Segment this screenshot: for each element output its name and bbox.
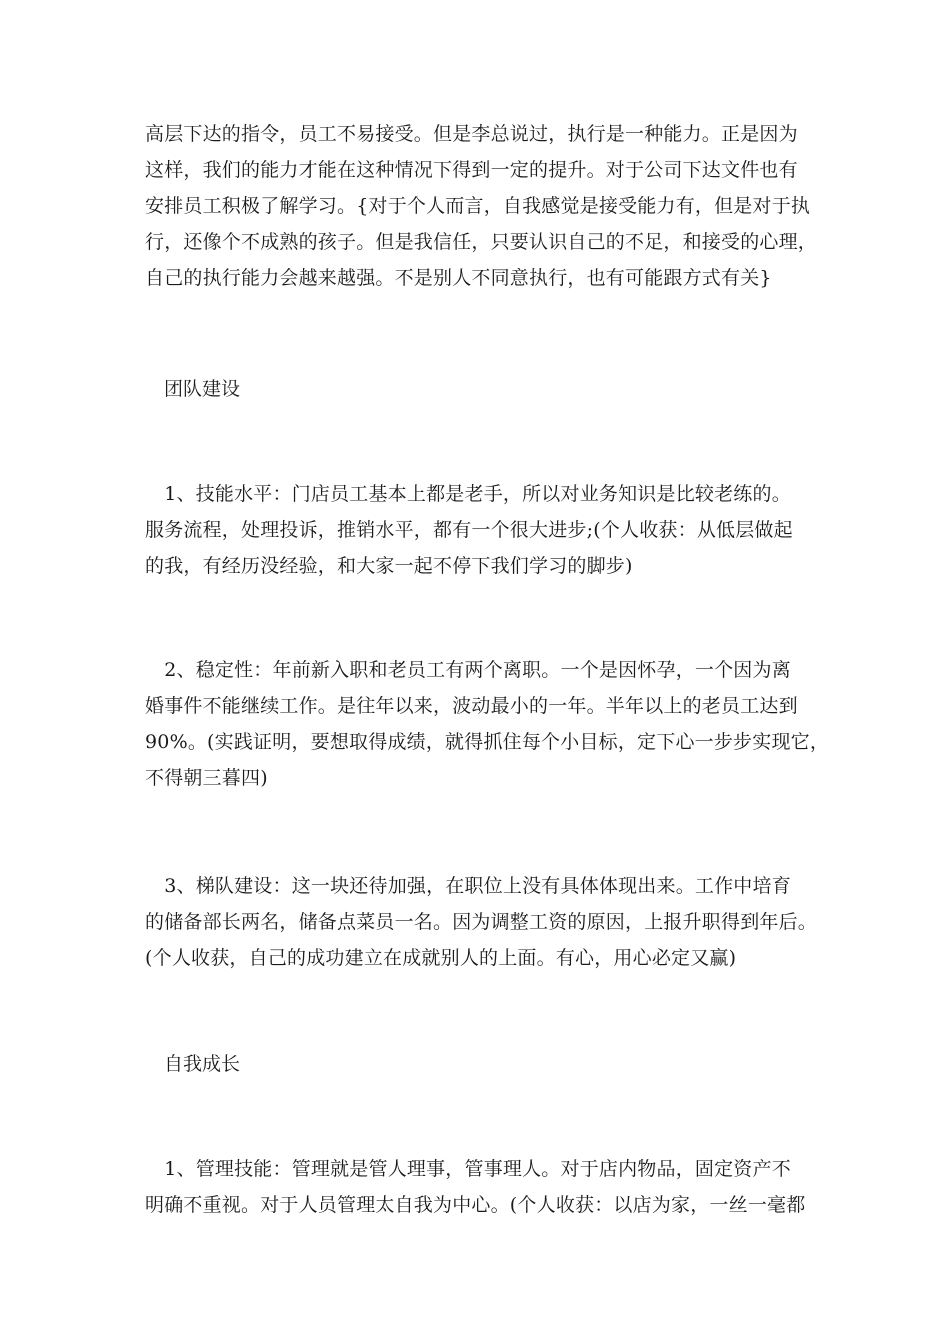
paragraph-line: (个人收获，自己的成功建立在成就别人的上面。有心，用心必定又赢) (145, 947, 737, 969)
paragraph-line: 不得朝三暮四) (145, 767, 268, 789)
paragraph-line: 这样，我们的能力才能在这种情况下得到一定的提升。对于公司下达文件也有 (145, 159, 798, 181)
paragraph-line: 婚事件不能继续工作。是往年以来，波动最小的一年。半年以上的老员工达到 (145, 695, 798, 717)
paragraph-line: 90%。(实践证明，要想取得成绩，就得抓住每个小目标，定下心一步步实现它， (145, 731, 830, 753)
paragraph-line: 明确不重视。对于人员管理太自我为中心。(个人收获：以店为家，一丝一毫都 (145, 1194, 806, 1216)
paragraph-intro (145, 116, 818, 296)
paragraph-line: 3、梯队建设：这一块还待加强，在职位上没有具体体现出来。工作中培育 (145, 875, 791, 897)
paragraph-line: 的储备部长两名，储备点菜员一名。因为调整工资的原因，上报升职得到年后。 (145, 911, 818, 933)
section-heading-growth: 自我成长 (145, 1053, 241, 1075)
team-item-skills (145, 476, 815, 584)
paragraph-line: 高层下达的指令，员工不易接受。但是李总说过，执行是一种能力。正是因为 (145, 123, 798, 145)
paragraph-line: 1、管理技能：管理就是管人理事，管事理人。对于店内物品，固定资产不 (145, 1158, 791, 1180)
growth-item-management (145, 1151, 815, 1223)
paragraph-line: 的我，有经历没经验，和大家一起不停下我们学习的脚步) (145, 555, 633, 577)
paragraph-line: 服务流程，处理投诉，推销水平，都有一个很大进步;(个人收获：从低层做起 (145, 519, 793, 541)
paragraph-line: 自己的执行能力会越来越强。不是别人不同意执行，也有可能跟方式有关} (145, 267, 772, 289)
paragraph-line: 1、技能水平：门店员工基本上都是老手，所以对业务知识是比较老练的。 (145, 483, 791, 505)
paragraph-line: 2、稳定性：年前新入职和老员工有两个离职。一个是因怀孕，一个因为离 (145, 659, 791, 681)
team-item-echelon (145, 868, 818, 976)
paragraph-line: 行，还像个不成熟的孩子。但是我信任，只要认识自己的不足，和接受的心理， (145, 231, 818, 253)
paragraph-line: 安排员工积极了解学习。{对于个人而言，自我感觉是接受能力有，但是对于执 (145, 195, 811, 217)
section-heading-team: 团队建设 (145, 378, 241, 400)
team-item-stability (145, 652, 830, 796)
